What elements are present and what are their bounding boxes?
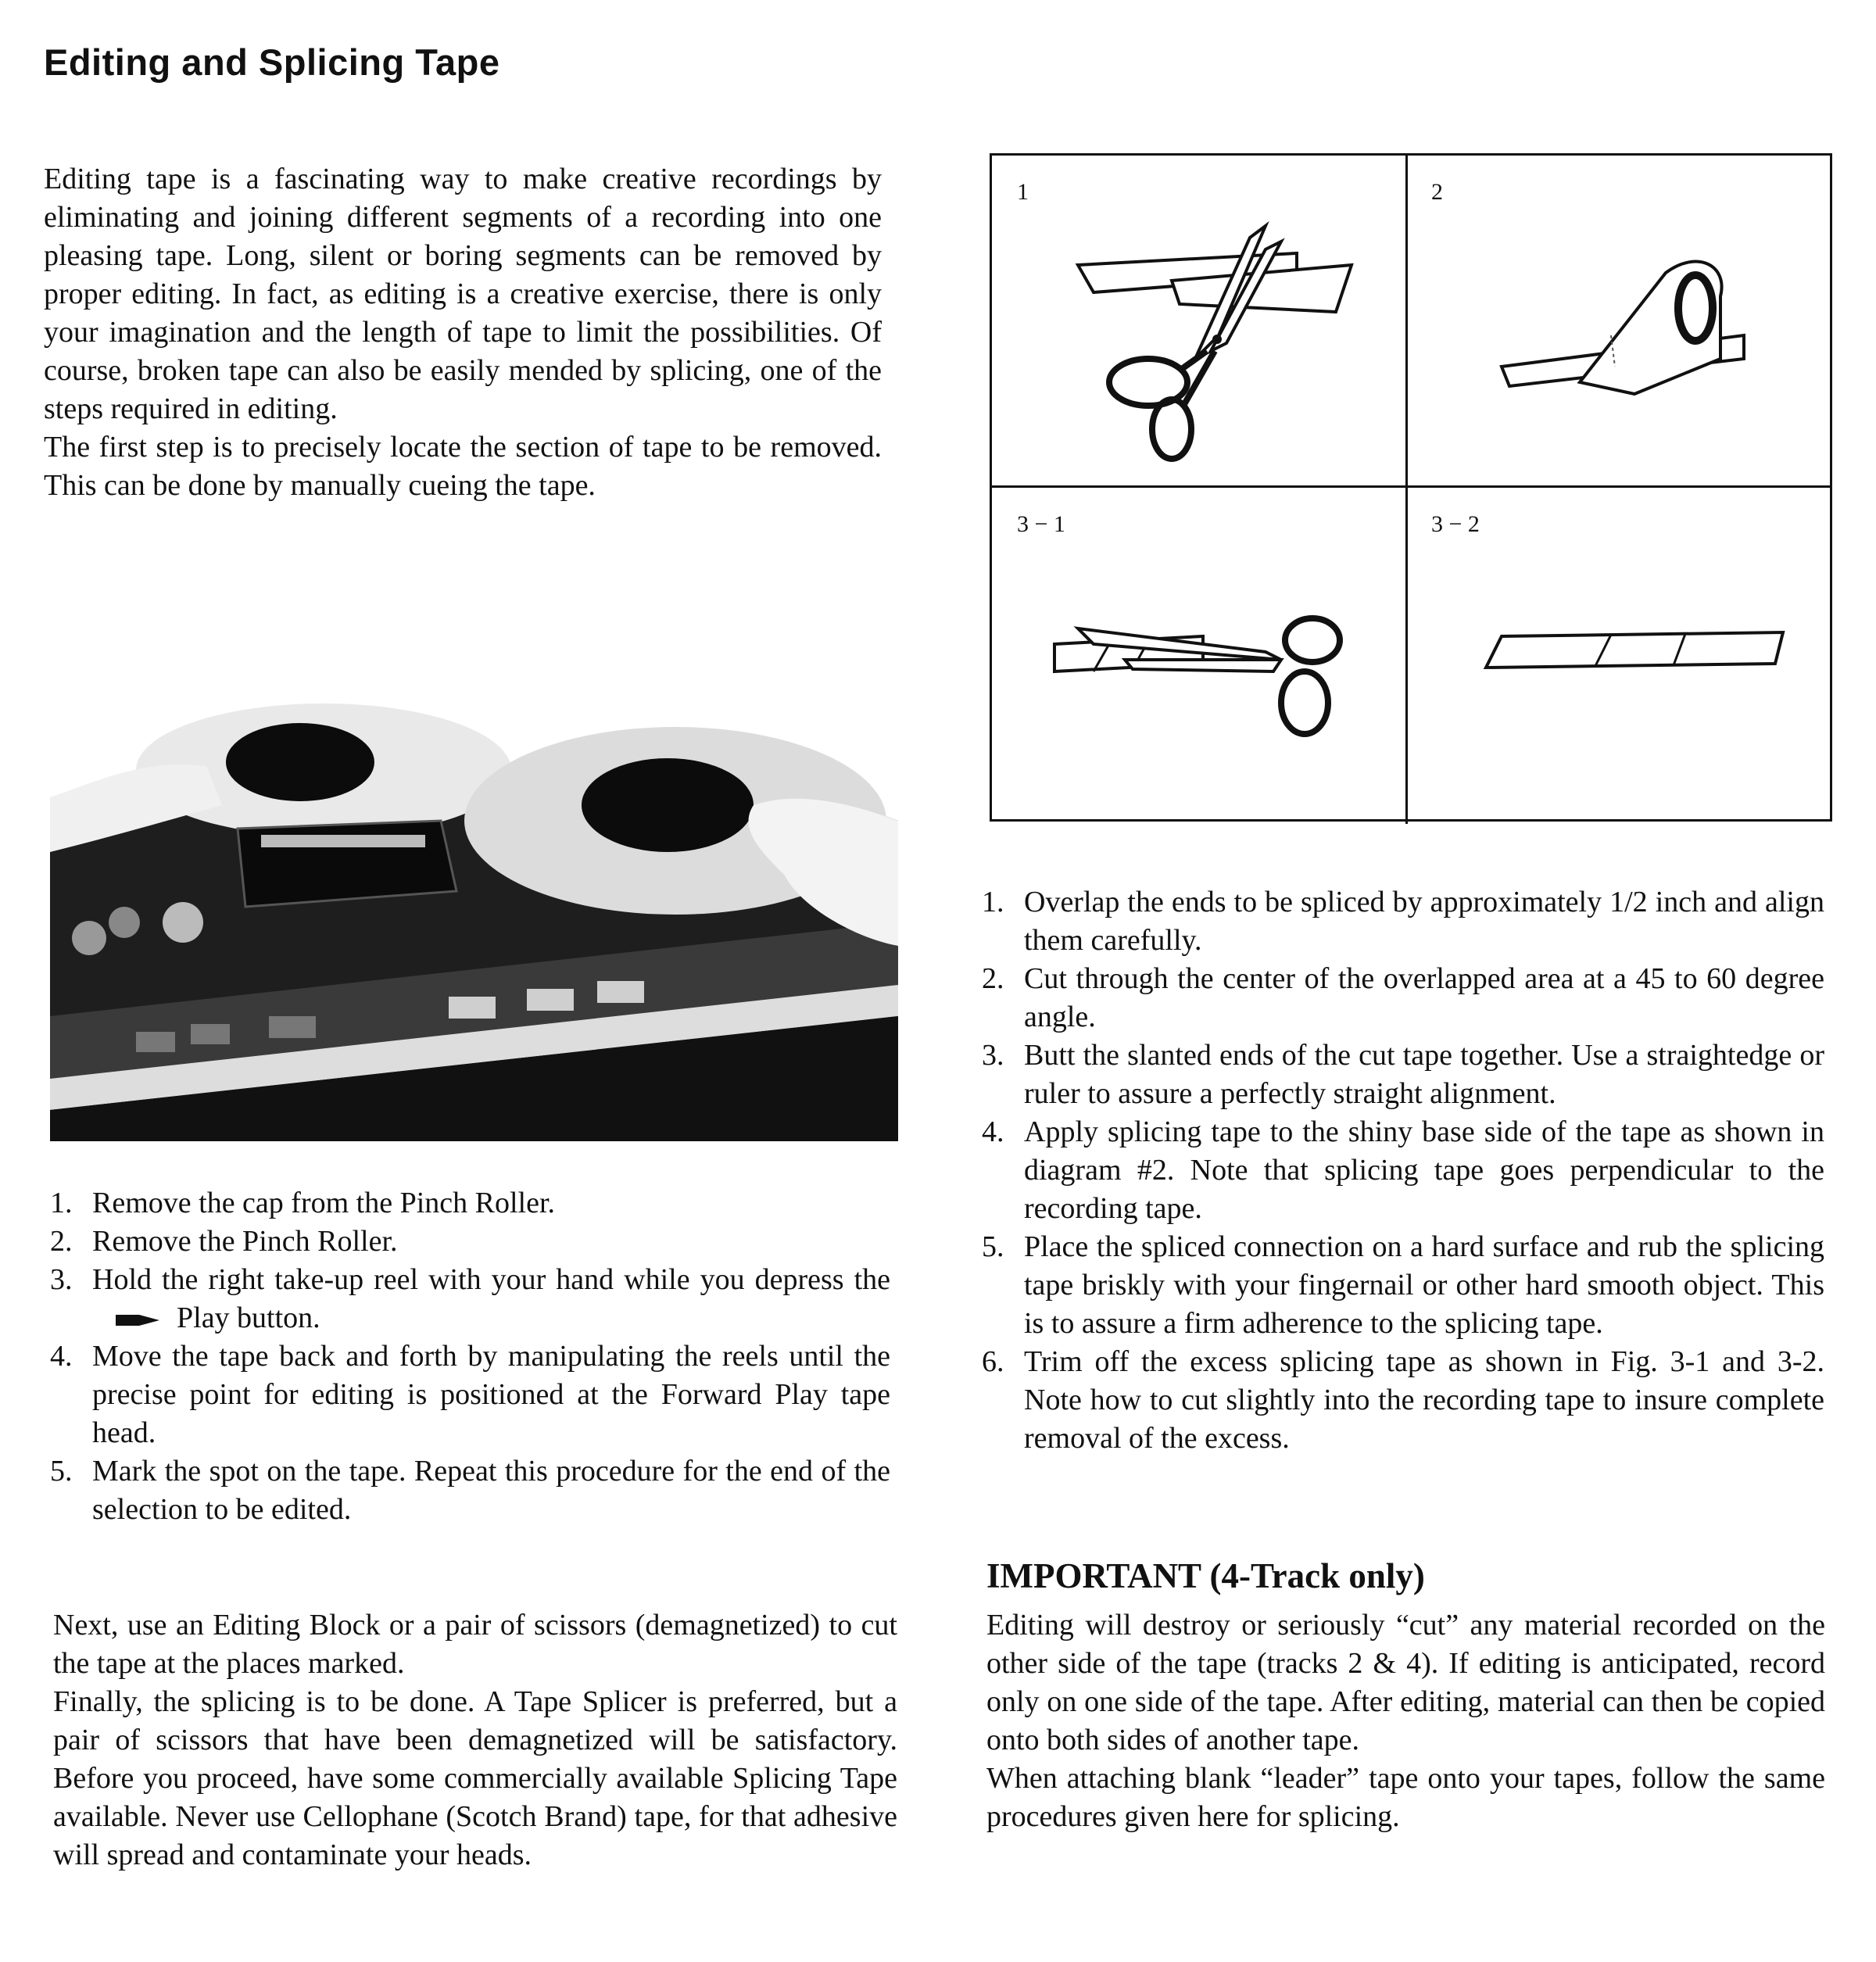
closing-text	[53, 1606, 897, 1874]
step-text: Cut through the center of the overlapped area at a 45 to 60 degree angle.	[1024, 962, 1824, 1033]
spliced-tape-icon	[1478, 625, 1791, 687]
step-number: 4.	[50, 1340, 73, 1373]
diagram-label: 3 − 2	[1431, 511, 1480, 537]
step-number: 6.	[982, 1345, 1004, 1378]
intro-paragraph: The first step is to precisely locate the section of tape to be removed. This can be done by manually cueing the tape.	[44, 431, 882, 502]
diagram-cell-2	[1408, 156, 1830, 488]
diagram-cell-3-1	[992, 488, 1408, 824]
step-number: 5.	[982, 1230, 1004, 1263]
step-number: 2.	[50, 1225, 73, 1258]
diagram-label: 2	[1431, 179, 1443, 205]
list-item	[50, 1223, 890, 1261]
list-item	[982, 960, 1824, 1036]
step-number: 2.	[982, 962, 1004, 995]
important-paragraph: Editing will destroy or seriously “cut” any material recorded on the other side of the tape (tracks 2 & 4). If editing is anticipated, record only on one side of the tape. After editing, material can then be copied onto both sides of another tape.	[986, 1609, 1825, 1756]
important-text	[986, 1606, 1825, 1836]
diagram-cell-1	[992, 156, 1408, 488]
step-text: Mark the spot on the tape. Repeat this procedure for the end of the selection to be edited.	[92, 1455, 890, 1526]
step-text: Trim off the excess splicing tape as shown in Fig. 3-1 and 3-2. Note how to cut slightly into the recording tape to insure complete removal of the excess.	[1024, 1345, 1824, 1455]
step-text: Hold the right take-up reel with your hand while you depress the	[92, 1263, 890, 1296]
closing-paragraph: Next, use an Editing Block or a pair of scissors (demagnetized) to cut the tape at the places marked.	[53, 1609, 897, 1680]
page-title: Editing and Splicing Tape	[44, 41, 500, 83]
splicing-tape-roll-icon	[1486, 249, 1767, 406]
step-text: Remove the cap from the Pinch Roller.	[92, 1187, 556, 1219]
step-number: 4.	[982, 1115, 1004, 1148]
step-text: Place the spliced connection on a hard surface and rub the splicing tape briskly with your fingernail or other hard smooth object. This is to assure a firm adherence to the splicing tape.	[1024, 1230, 1824, 1340]
step-text: Remove the Pinch Roller.	[92, 1225, 398, 1258]
intro-paragraph: Editing tape is a fascinating way to make creative recordings by eliminating and joining different segments of a recording into one pleasing tape. Long, silent or boring segments can be removed by proper editing. In fact, as editing is a creative exercise, there is only your imagination and the length of tape to limit the possibilities. Of course, broken tape can also be easily mended by splicing, one of the steps required in editing.	[44, 163, 882, 425]
diagram-label: 3 − 1	[1017, 511, 1065, 537]
step-number: 5.	[50, 1455, 73, 1488]
important-heading: IMPORTANT (4-Track only)	[986, 1556, 1425, 1595]
play-arrow-icon	[116, 1313, 159, 1327]
step-text: Overlap the ends to be spliced by approximately 1/2 inch and align them carefully.	[1024, 886, 1824, 957]
splicing-diagram-panel	[990, 153, 1832, 822]
step-number: 1.	[982, 886, 1004, 918]
scissors-trim-icon	[1047, 613, 1383, 769]
closing-paragraph: Finally, the splicing is to be done. A Tape Splicer is preferred, but a pair of scissors that have been demagnetized will be satisfactory. Before you proceed, have some commercially available Splicing Tape available. Never use Cellophane (Scotch Brand) tape, for that adhesive will spread and contaminate your heads.	[53, 1685, 897, 1871]
left-steps-list	[50, 1184, 890, 1529]
step-text: Play button.	[177, 1301, 320, 1334]
step-text: Butt the slanted ends of the cut tape together. Use a straightedge or ruler to assure a perfectly straight alignment.	[1024, 1039, 1824, 1110]
list-item	[982, 883, 1824, 960]
list-item	[982, 1113, 1824, 1228]
step-number: 3.	[50, 1263, 73, 1296]
list-item	[982, 1036, 1824, 1113]
list-item	[50, 1452, 890, 1529]
step-number: 3.	[982, 1039, 1004, 1072]
right-steps-list	[982, 883, 1824, 1458]
intro-text	[44, 160, 882, 505]
scissors-overlap-icon	[1062, 218, 1375, 468]
list-item	[982, 1343, 1824, 1458]
step-number: 1.	[50, 1187, 73, 1219]
list-item	[982, 1228, 1824, 1343]
tape-deck-photo	[50, 688, 898, 1141]
important-paragraph: When attaching blank “leader” tape onto your tapes, follow the same procedures given here for splicing.	[986, 1762, 1825, 1833]
list-item	[50, 1337, 890, 1452]
step-text: Apply splicing tape to the shiny base side of the tape as shown in diagram #2. Note that splicing tape goes perpendicular to the recording tape.	[1024, 1115, 1824, 1225]
list-item	[50, 1261, 890, 1337]
step-text: Move the tape back and forth by manipulating the reels until the precise point for editing is positioned at the Forward Play tape head.	[92, 1340, 890, 1449]
diagram-cell-3-2	[1408, 488, 1830, 824]
list-item	[50, 1184, 890, 1223]
diagram-label: 1	[1017, 179, 1029, 205]
